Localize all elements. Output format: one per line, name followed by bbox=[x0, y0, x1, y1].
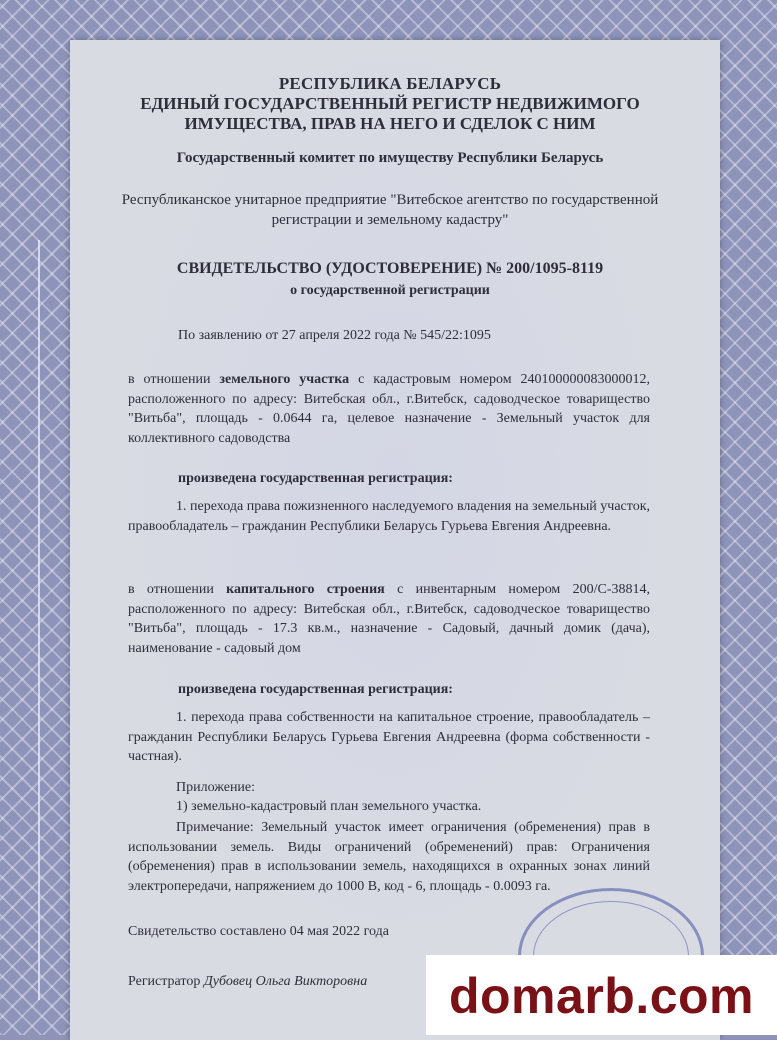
certificate-subtitle: о государственной регистрации bbox=[290, 283, 490, 298]
building-item: 1. перехода права собственности на капитальное строение, правообладатель – гражданин Республики Беларусь Гурьева Евгения Андреевна (форма собственности - частная). bbox=[128, 710, 650, 764]
application-line: По заявлению от 27 апреля 2022 года № 545/22:1095 bbox=[178, 328, 491, 343]
land-item: 1. перехода права пожизненного наследуемого владения на земельный участок, правообладатель – гражданин Республики Беларусь Гурьева Евгения Андреевна. bbox=[128, 499, 650, 534]
header-register: ЕДИНЫЙ ГОСУДАРСТВЕННЫЙ РЕГИСТР НЕДВИЖИМОГО bbox=[140, 94, 640, 113]
appendix-note: Примечание: Земельный участок имеет ограничения (обременения) прав в использовании земель. Виды ограничений (обременений) прав: Ограничения (обременения) прав в использовании земель, находящихся в охранных зонах линий электропередачи, напряжением до 1000 В, код - 6, площадь - 0.0093 га. bbox=[128, 820, 650, 894]
building-paragraph: в отношении капитального строения с инвентарным номером 200/С-38814, расположенного по адресу: Витебская обл., г.Витебск, садоводческое товарищество "Витьба", площадь - 17.3 кв.м., назначение - Садовый, дачный домик (дача), наименование - садовый дом bbox=[128, 582, 650, 656]
border-line bbox=[38, 240, 40, 1000]
building-registered-heading: произведена государственная регистрация: bbox=[178, 682, 453, 697]
watermark-logo: domarb.com bbox=[448, 968, 755, 1024]
agency-name: Республиканское унитарное предприятие "Витебское агентство по государственной регистрации и земельному кадастру" bbox=[121, 192, 659, 228]
land-paragraph: в отношении земельного участка с кадастровым номером 240100000083000012, расположенного по адресу: Витебская обл., г.Витебск, садоводческое товарищество "Витьба", площадь - 0.0644 га, целевое назначение - Земельный участок для коллективного садоводства bbox=[128, 372, 651, 446]
appendix-item: 1) земельно-кадастровый план земельного участка. bbox=[176, 799, 482, 814]
registrar-line: Регистратор Дубовец Ольга Викторовна bbox=[128, 974, 368, 989]
certificate-title: СВИДЕТЕЛЬСТВО (УДОСТОВЕРЕНИЕ) № 200/1095-8119 bbox=[176, 260, 604, 277]
header-register-cont: ИМУЩЕСТВА, ПРАВ НА НЕГО И СДЕЛОК С НИМ bbox=[184, 114, 596, 133]
land-registered-heading: произведена государственная регистрация: bbox=[178, 471, 453, 486]
committee-name: Государственный комитет по имуществу Республики Беларусь bbox=[176, 150, 604, 166]
issued-date: Свидетельство составлено 04 мая 2022 года bbox=[128, 924, 389, 939]
appendix-label: Приложение: bbox=[176, 780, 256, 795]
header-country: РЕСПУБЛИКА БЕЛАРУСЬ bbox=[278, 74, 502, 93]
